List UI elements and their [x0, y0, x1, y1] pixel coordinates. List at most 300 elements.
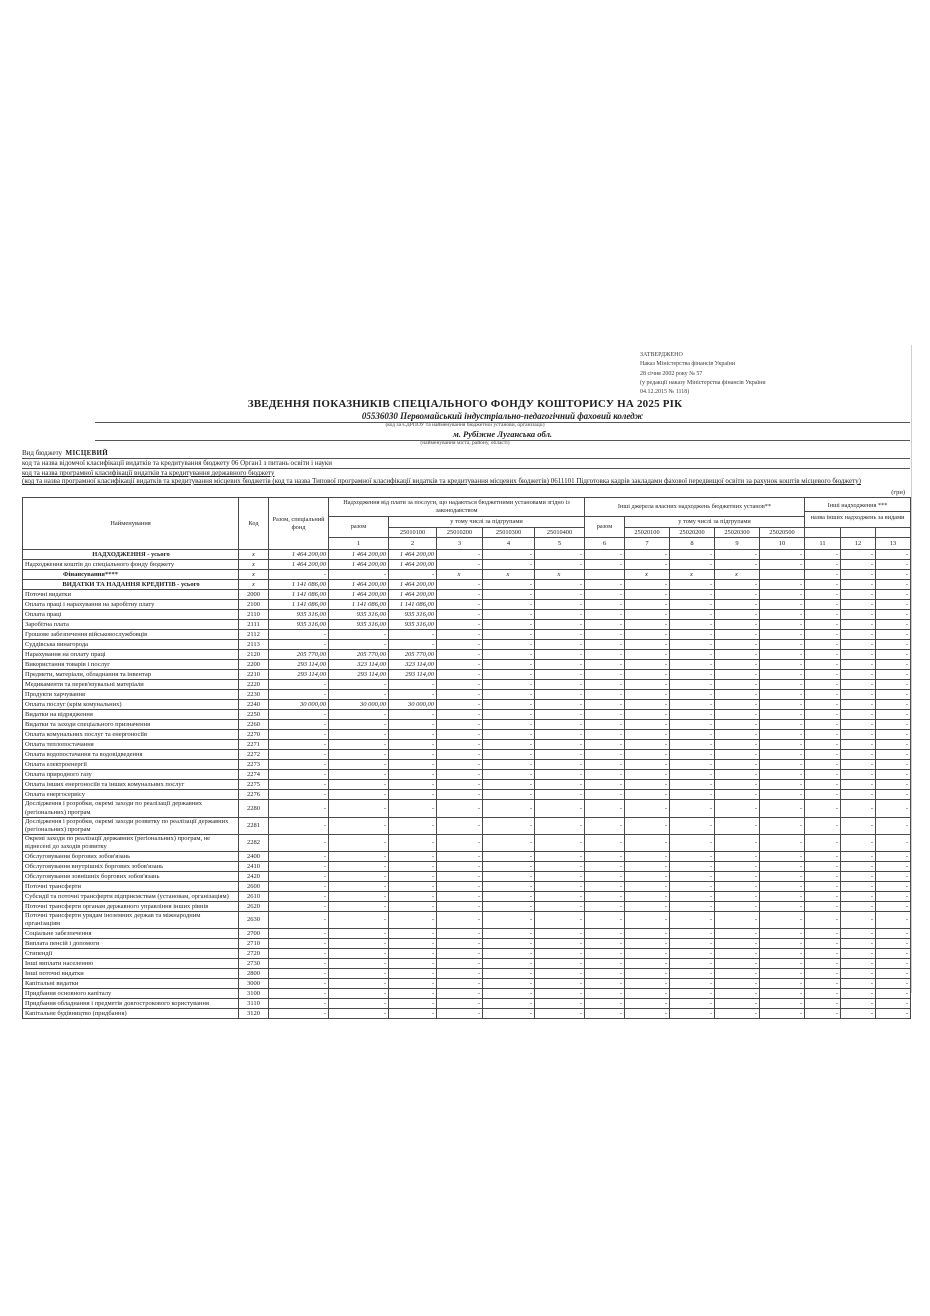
value-cell: -: [805, 979, 841, 989]
row-label: Продукти харчування: [23, 690, 239, 700]
row-label: Капітальні видатки: [23, 979, 239, 989]
value-cell: -: [585, 852, 625, 862]
value-cell: -: [535, 700, 585, 710]
value-cell: 1 464 200,00: [329, 580, 389, 590]
column-number: 9: [715, 538, 760, 550]
table-row: [23, 872, 911, 882]
value-cell: -: [841, 560, 876, 570]
value-cell: -: [329, 770, 389, 780]
row-code: 2620: [239, 902, 269, 912]
table-row: [23, 892, 911, 902]
value-cell: х: [437, 570, 483, 580]
subgroup-code: 25010300: [483, 527, 535, 538]
value-cell: -: [625, 560, 670, 570]
value-cell: -: [805, 999, 841, 1009]
value-cell: -: [329, 570, 389, 580]
header-name: Найменування: [23, 498, 239, 550]
value-cell: -: [437, 902, 483, 912]
value-cell: -: [841, 892, 876, 902]
value-cell: -: [760, 1009, 805, 1019]
row-label: Стипендії: [23, 949, 239, 959]
value-cell: -: [876, 670, 911, 680]
row-code: 2400: [239, 852, 269, 862]
value-cell: -: [585, 680, 625, 690]
value-cell: -: [760, 740, 805, 750]
table-row: [23, 780, 911, 790]
table-row: [23, 929, 911, 939]
value-cell: -: [841, 650, 876, 660]
value-cell: -: [483, 959, 535, 969]
value-cell: -: [876, 720, 911, 730]
value-cell: -: [437, 862, 483, 872]
value-cell: -: [876, 834, 911, 851]
value-cell: -: [715, 750, 760, 760]
row-label: Предмети, матеріали, обладнання та інвентар: [23, 670, 239, 680]
value-cell: -: [389, 852, 437, 862]
value-cell: -: [585, 580, 625, 590]
value-cell: -: [329, 780, 389, 790]
value-cell: -: [760, 660, 805, 670]
value-cell: -: [329, 750, 389, 760]
value-cell: -: [805, 852, 841, 862]
value-cell: -: [329, 959, 389, 969]
value-cell: -: [760, 872, 805, 882]
table-row: [23, 862, 911, 872]
value-cell: -: [483, 790, 535, 800]
value-cell: -: [841, 999, 876, 1009]
value-cell: -: [841, 700, 876, 710]
value-cell: -: [535, 550, 585, 560]
value-cell: -: [535, 640, 585, 650]
value-cell: -: [389, 570, 437, 580]
row-code: 3110: [239, 999, 269, 1009]
value-cell: -: [329, 872, 389, 882]
value-cell: 293 114,00: [269, 670, 329, 680]
value-cell: -: [437, 580, 483, 590]
value-cell: -: [876, 650, 911, 660]
value-cell: -: [841, 770, 876, 780]
value-cell: -: [715, 999, 760, 1009]
value-cell: -: [715, 630, 760, 640]
table-row: [23, 939, 911, 949]
value-cell: -: [483, 680, 535, 690]
value-cell: -: [483, 600, 535, 610]
value-cell: -: [805, 670, 841, 680]
value-cell: -: [805, 959, 841, 969]
value-cell: -: [585, 670, 625, 680]
table-row: [23, 670, 911, 680]
row-label: Окремі заходи по реалізації державних (регіональних) програм, не віднесені до заходів розвитку: [23, 834, 239, 851]
value-cell: -: [876, 939, 911, 949]
value-cell: -: [437, 550, 483, 560]
value-cell: -: [805, 862, 841, 872]
value-cell: -: [841, 1009, 876, 1019]
value-cell: 30 000,00: [389, 700, 437, 710]
row-label: Оплата теплопостачання: [23, 740, 239, 750]
row-code: 2275: [239, 780, 269, 790]
value-cell: -: [269, 730, 329, 740]
subgroup-code: 25020100: [625, 527, 670, 538]
value-cell: -: [841, 710, 876, 720]
value-cell: -: [805, 550, 841, 560]
value-cell: -: [329, 969, 389, 979]
value-cell: -: [715, 690, 760, 700]
table-row: [23, 610, 911, 620]
value-cell: -: [535, 560, 585, 570]
value-cell: -: [760, 600, 805, 610]
value-cell: -: [841, 740, 876, 750]
value-cell: -: [585, 989, 625, 999]
value-cell: -: [483, 610, 535, 620]
row-label: Оплата водопостачання та водовідведення: [23, 750, 239, 760]
value-cell: -: [841, 817, 876, 834]
value-cell: х: [535, 570, 585, 580]
value-cell: -: [389, 969, 437, 979]
table-row: [23, 834, 911, 851]
value-cell: -: [329, 680, 389, 690]
value-cell: -: [625, 872, 670, 882]
value-cell: -: [389, 750, 437, 760]
value-cell: -: [715, 770, 760, 780]
value-cell: -: [760, 790, 805, 800]
value-cell: -: [805, 640, 841, 650]
value-cell: -: [760, 690, 805, 700]
value-cell: 293 114,00: [329, 670, 389, 680]
value-cell: -: [483, 979, 535, 989]
value-cell: -: [760, 550, 805, 560]
value-cell: -: [876, 680, 911, 690]
value-cell: -: [715, 680, 760, 690]
value-cell: -: [670, 680, 715, 690]
value-cell: -: [535, 872, 585, 882]
table-row: [23, 560, 911, 570]
value-cell: -: [841, 912, 876, 929]
value-cell: -: [535, 750, 585, 760]
value-cell: -: [760, 580, 805, 590]
table-row: [23, 570, 911, 580]
value-cell: -: [670, 770, 715, 780]
value-cell: -: [389, 862, 437, 872]
value-cell: -: [670, 760, 715, 770]
row-label: Оплата комунальних послуг та енергоносіїв: [23, 730, 239, 740]
value-cell: -: [437, 600, 483, 610]
header-group-other-receipts: [805, 498, 911, 528]
value-cell: -: [841, 720, 876, 730]
value-cell: -: [437, 834, 483, 851]
value-cell: 1 464 200,00: [269, 560, 329, 570]
row-code: 2272: [239, 750, 269, 760]
value-cell: -: [625, 979, 670, 989]
value-cell: -: [805, 760, 841, 770]
row-code: 2100: [239, 600, 269, 610]
value-cell: -: [535, 670, 585, 680]
value-cell: -: [805, 834, 841, 851]
value-cell: -: [876, 959, 911, 969]
value-cell: -: [389, 740, 437, 750]
value-cell: 1 141 086,00: [389, 600, 437, 610]
approval-line: Наказ Міністерства фінансів України: [640, 361, 736, 368]
row-code: 2800: [239, 969, 269, 979]
value-cell: -: [876, 610, 911, 620]
value-cell: -: [535, 999, 585, 1009]
value-cell: -: [437, 939, 483, 949]
value-cell: -: [585, 834, 625, 851]
value-cell: -: [269, 979, 329, 989]
value-cell: -: [876, 979, 911, 989]
value-cell: -: [535, 650, 585, 660]
row-code: х: [239, 580, 269, 590]
row-code: 2260: [239, 720, 269, 730]
row-code: 2281: [239, 817, 269, 834]
value-cell: -: [269, 834, 329, 851]
value-cell: -: [389, 710, 437, 720]
value-cell: -: [389, 979, 437, 989]
value-cell: -: [670, 630, 715, 640]
row-code: 2000: [239, 590, 269, 600]
value-cell: -: [269, 630, 329, 640]
value-cell: -: [585, 600, 625, 610]
value-cell: -: [329, 862, 389, 872]
value-cell: -: [329, 902, 389, 912]
table-row: [23, 630, 911, 640]
value-cell: -: [389, 902, 437, 912]
value-cell: -: [841, 630, 876, 640]
value-cell: 1 464 200,00: [389, 560, 437, 570]
budget-type-value: МІСЦЕВИЙ: [65, 449, 109, 457]
value-cell: -: [841, 949, 876, 959]
row-label: Оплата праці і нарахування на заробітну плату: [23, 600, 239, 610]
value-cell: -: [670, 862, 715, 872]
value-cell: -: [269, 912, 329, 929]
row-code: 2280: [239, 800, 269, 817]
value-cell: -: [715, 949, 760, 959]
value-cell: -: [269, 999, 329, 1009]
value-cell: -: [269, 862, 329, 872]
value-cell: -: [625, 580, 670, 590]
value-cell: -: [876, 700, 911, 710]
value-cell: -: [715, 730, 760, 740]
value-cell: -: [625, 610, 670, 620]
value-cell: -: [269, 882, 329, 892]
value-cell: -: [715, 610, 760, 620]
value-cell: -: [535, 800, 585, 817]
row-label: Оплата праці: [23, 610, 239, 620]
value-cell: -: [329, 834, 389, 851]
value-cell: -: [585, 590, 625, 600]
value-cell: -: [670, 720, 715, 730]
value-cell: -: [329, 892, 389, 902]
value-cell: -: [715, 740, 760, 750]
value-cell: -: [670, 929, 715, 939]
value-cell: -: [483, 817, 535, 834]
value-cell: -: [535, 969, 585, 979]
value-cell: -: [269, 690, 329, 700]
value-cell: -: [625, 760, 670, 770]
value-cell: -: [483, 912, 535, 929]
row-code: 3000: [239, 979, 269, 989]
value-cell: -: [876, 760, 911, 770]
row-label: Оплата природного газу: [23, 770, 239, 780]
table-row: [23, 959, 911, 969]
value-cell: -: [760, 989, 805, 999]
table-body: [23, 550, 911, 1019]
row-label: Грошове забезпечення військовослужбовців: [23, 630, 239, 640]
value-cell: -: [876, 690, 911, 700]
row-code: 2610: [239, 892, 269, 902]
special-fund-summary-table: [22, 497, 911, 1019]
value-cell: -: [670, 969, 715, 979]
value-cell: -: [437, 912, 483, 929]
value-cell: 1 141 086,00: [269, 600, 329, 610]
value-cell: -: [269, 570, 329, 580]
table-row: [23, 979, 911, 989]
value-cell: -: [760, 939, 805, 949]
approval-line: 04.12.2015 № 1118): [640, 389, 690, 396]
value-cell: -: [715, 892, 760, 902]
subgroup-code: 25020500: [760, 527, 805, 538]
value-cell: -: [483, 620, 535, 630]
value-cell: -: [535, 959, 585, 969]
value-cell: -: [535, 852, 585, 862]
other-receipt-name-cell: [876, 527, 911, 538]
row-code: 2270: [239, 730, 269, 740]
value-cell: -: [876, 770, 911, 780]
value-cell: -: [670, 912, 715, 929]
value-cell: -: [715, 872, 760, 882]
value-cell: -: [805, 680, 841, 690]
value-cell: -: [715, 852, 760, 862]
value-cell: 30 000,00: [329, 700, 389, 710]
value-cell: -: [389, 834, 437, 851]
value-cell: -: [670, 610, 715, 620]
value-cell: -: [670, 817, 715, 834]
value-cell: -: [670, 580, 715, 590]
value-cell: -: [437, 929, 483, 939]
value-cell: -: [269, 710, 329, 720]
value-cell: -: [483, 780, 535, 790]
value-cell: -: [437, 817, 483, 834]
value-cell: -: [483, 939, 535, 949]
value-cell: -: [670, 690, 715, 700]
value-cell: -: [876, 600, 911, 610]
value-cell: -: [535, 610, 585, 620]
value-cell: -: [760, 780, 805, 790]
value-cell: -: [760, 750, 805, 760]
value-cell: -: [269, 939, 329, 949]
value-cell: -: [483, 949, 535, 959]
value-cell: -: [585, 740, 625, 750]
value-cell: -: [437, 730, 483, 740]
value-cell: -: [760, 999, 805, 1009]
column-number: 1: [329, 538, 389, 550]
header-razom-2: разом: [585, 516, 625, 538]
column-number: 4: [483, 538, 535, 550]
value-cell: -: [269, 640, 329, 650]
value-cell: -: [585, 862, 625, 872]
value-cell: -: [437, 660, 483, 670]
value-cell: -: [535, 720, 585, 730]
value-cell: -: [625, 852, 670, 862]
value-cell: -: [585, 550, 625, 560]
value-cell: -: [805, 580, 841, 590]
value-cell: -: [483, 740, 535, 750]
value-cell: -: [625, 999, 670, 1009]
value-cell: -: [329, 1009, 389, 1019]
row-code: х: [239, 560, 269, 570]
value-cell: -: [389, 999, 437, 1009]
value-cell: -: [760, 979, 805, 989]
value-cell: -: [269, 817, 329, 834]
value-cell: -: [483, 1009, 535, 1019]
value-cell: -: [585, 660, 625, 670]
value-cell: -: [329, 640, 389, 650]
value-cell: -: [269, 790, 329, 800]
value-cell: -: [585, 650, 625, 660]
value-cell: -: [715, 862, 760, 872]
value-cell: -: [437, 700, 483, 710]
value-cell: -: [535, 1009, 585, 1019]
value-cell: -: [670, 989, 715, 999]
value-cell: -: [625, 750, 670, 760]
value-cell: -: [670, 979, 715, 989]
value-cell: -: [670, 670, 715, 680]
value-cell: -: [269, 959, 329, 969]
value-cell: -: [483, 550, 535, 560]
value-cell: -: [625, 690, 670, 700]
header-total: Разом, спеціальний фонд: [269, 498, 329, 550]
value-cell: -: [625, 730, 670, 740]
column-number: 12: [841, 538, 876, 550]
value-cell: -: [585, 969, 625, 979]
table-row: [23, 660, 911, 670]
value-cell: -: [876, 969, 911, 979]
value-cell: -: [437, 770, 483, 780]
value-cell: -: [535, 834, 585, 851]
value-cell: -: [760, 650, 805, 660]
currency-note: (грн): [891, 489, 905, 496]
row-code: 2282: [239, 834, 269, 851]
organization-name: 05536030 Первомайський індустріально-педагогічний фаховий коледж: [95, 411, 910, 423]
value-cell: -: [670, 550, 715, 560]
value-cell: -: [585, 882, 625, 892]
value-cell: -: [483, 650, 535, 660]
subgroup-code: 25010200: [437, 527, 483, 538]
value-cell: -: [625, 969, 670, 979]
value-cell: -: [715, 902, 760, 912]
row-code: 3120: [239, 1009, 269, 1019]
value-cell: 323 114,00: [329, 660, 389, 670]
value-cell: [585, 570, 625, 580]
value-cell: -: [715, 650, 760, 660]
table-row: [23, 817, 911, 834]
row-label: Поточні видатки: [23, 590, 239, 600]
value-cell: -: [535, 580, 585, 590]
value-cell: -: [269, 929, 329, 939]
value-cell: -: [876, 862, 911, 872]
value-cell: -: [625, 882, 670, 892]
value-cell: -: [585, 817, 625, 834]
value-cell: -: [670, 740, 715, 750]
value-cell: -: [841, 590, 876, 600]
column-number: 5: [535, 538, 585, 550]
value-cell: -: [876, 640, 911, 650]
value-cell: -: [389, 929, 437, 939]
value-cell: -: [715, 620, 760, 630]
table-row: [23, 640, 911, 650]
value-cell: -: [585, 610, 625, 620]
value-cell: -: [670, 700, 715, 710]
column-number: 10: [760, 538, 805, 550]
